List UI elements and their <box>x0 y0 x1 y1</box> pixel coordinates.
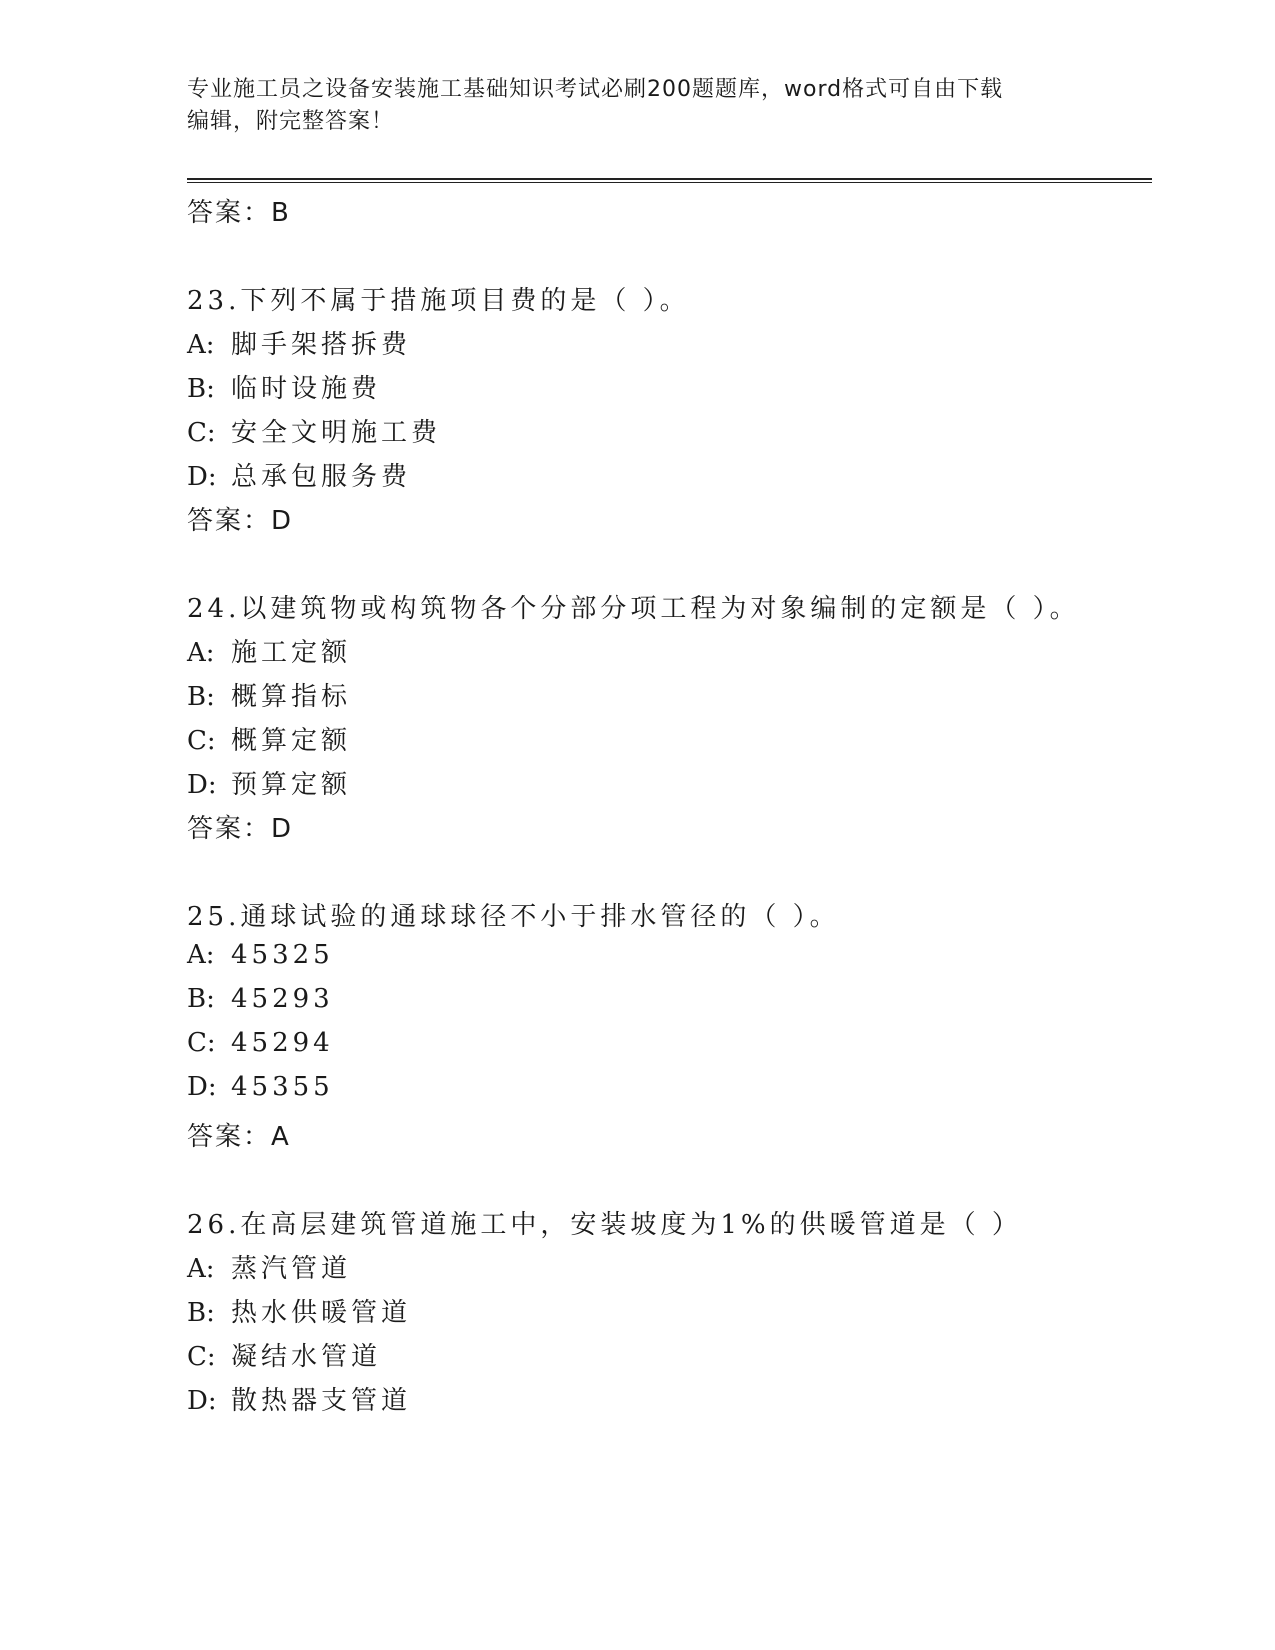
option-text: 45325 <box>231 940 334 970</box>
option-key: B: <box>187 682 215 712</box>
answer-label: 答案： <box>187 506 272 536</box>
option-text: 凝结水管道 <box>231 1342 382 1372</box>
option-line <box>187 1072 334 1102</box>
option-key: A: <box>187 1254 215 1284</box>
option-line <box>187 1248 351 1285</box>
question-stem <box>187 280 690 317</box>
answer-label: 答案： <box>187 814 272 844</box>
option-key: D: <box>187 1072 217 1102</box>
option-key: D: <box>187 462 217 492</box>
option-line <box>187 632 351 669</box>
question-number: 24. <box>187 594 241 624</box>
option-line <box>187 324 411 361</box>
answer-line <box>187 1116 291 1153</box>
question-number: 25. <box>187 902 241 932</box>
question-number: 26. <box>187 1210 241 1240</box>
question-text: 通球试验的通球球径不小于排水管径的（ ）。 <box>240 902 840 932</box>
option-text: 安全文明施工费 <box>231 418 442 448</box>
option-key: C: <box>187 1342 216 1372</box>
question-text: 以建筑物或构筑物各个分部分项工程为对象编制的定额是（ ）。 <box>240 594 1080 624</box>
answer-value: A <box>271 1122 291 1152</box>
option-key: A: <box>187 330 215 360</box>
option-line <box>187 984 334 1014</box>
question-stem <box>187 588 1080 625</box>
option-text: 施工定额 <box>231 638 352 668</box>
option-text: 45294 <box>231 1028 334 1058</box>
option-line <box>187 720 351 757</box>
option-text: 蒸汽管道 <box>231 1254 352 1284</box>
option-line <box>187 1028 334 1058</box>
question-text: 在高层建筑管道施工中，安装坡度为1%的供暖管道是（ ） <box>240 1210 1022 1240</box>
header-line-1: 专业施工员之设备安装施工基础知识考试必刷200题题库，word格式可自由下载 <box>187 77 1004 102</box>
option-text: 预算定额 <box>231 770 352 800</box>
option-line <box>187 368 381 405</box>
option-text: 热水供暖管道 <box>231 1298 412 1328</box>
document-header <box>187 74 1067 138</box>
option-line <box>187 412 441 449</box>
answer-line <box>187 808 293 845</box>
option-line <box>187 1336 381 1373</box>
question-stem <box>187 1204 1022 1241</box>
answer-label: 答案： <box>187 1122 272 1152</box>
header-divider-thick <box>187 178 1152 180</box>
option-text: 概算定额 <box>231 726 352 756</box>
option-key: A: <box>187 940 215 970</box>
option-key: B: <box>187 1298 215 1328</box>
option-key: C: <box>187 726 216 756</box>
answer-value: D <box>271 506 294 536</box>
option-key: B: <box>187 374 215 404</box>
header-line-2: 编辑，附完整答案！ <box>187 109 395 134</box>
option-line <box>187 1292 411 1329</box>
option-line <box>187 676 351 713</box>
question-number: 23. <box>187 286 241 316</box>
option-key: C: <box>187 418 216 448</box>
answer-line <box>187 500 293 537</box>
answer-value: B <box>271 198 291 228</box>
option-key: A: <box>187 638 215 668</box>
option-text: 概算指标 <box>231 682 352 712</box>
option-key: C: <box>187 1028 216 1058</box>
option-text: 脚手架搭拆费 <box>231 330 412 360</box>
option-line <box>187 764 351 801</box>
option-line <box>187 940 334 970</box>
option-text: 总承包服务费 <box>231 462 412 492</box>
option-line <box>187 456 411 493</box>
answer-line <box>187 192 291 229</box>
option-line <box>187 1380 411 1417</box>
option-text: 散热器支管道 <box>231 1386 412 1416</box>
question-stem <box>187 896 840 933</box>
option-key: D: <box>187 1386 217 1416</box>
header-divider-thin <box>187 182 1152 183</box>
option-key: B: <box>187 984 215 1014</box>
option-text: 45355 <box>231 1072 334 1102</box>
answer-label: 答案： <box>187 198 272 228</box>
option-text: 临时设施费 <box>231 374 382 404</box>
answer-value: D <box>271 814 294 844</box>
question-text: 下列不属于措施项目费的是（ ）。 <box>240 286 690 316</box>
option-text: 45293 <box>231 984 334 1014</box>
option-key: D: <box>187 770 217 800</box>
